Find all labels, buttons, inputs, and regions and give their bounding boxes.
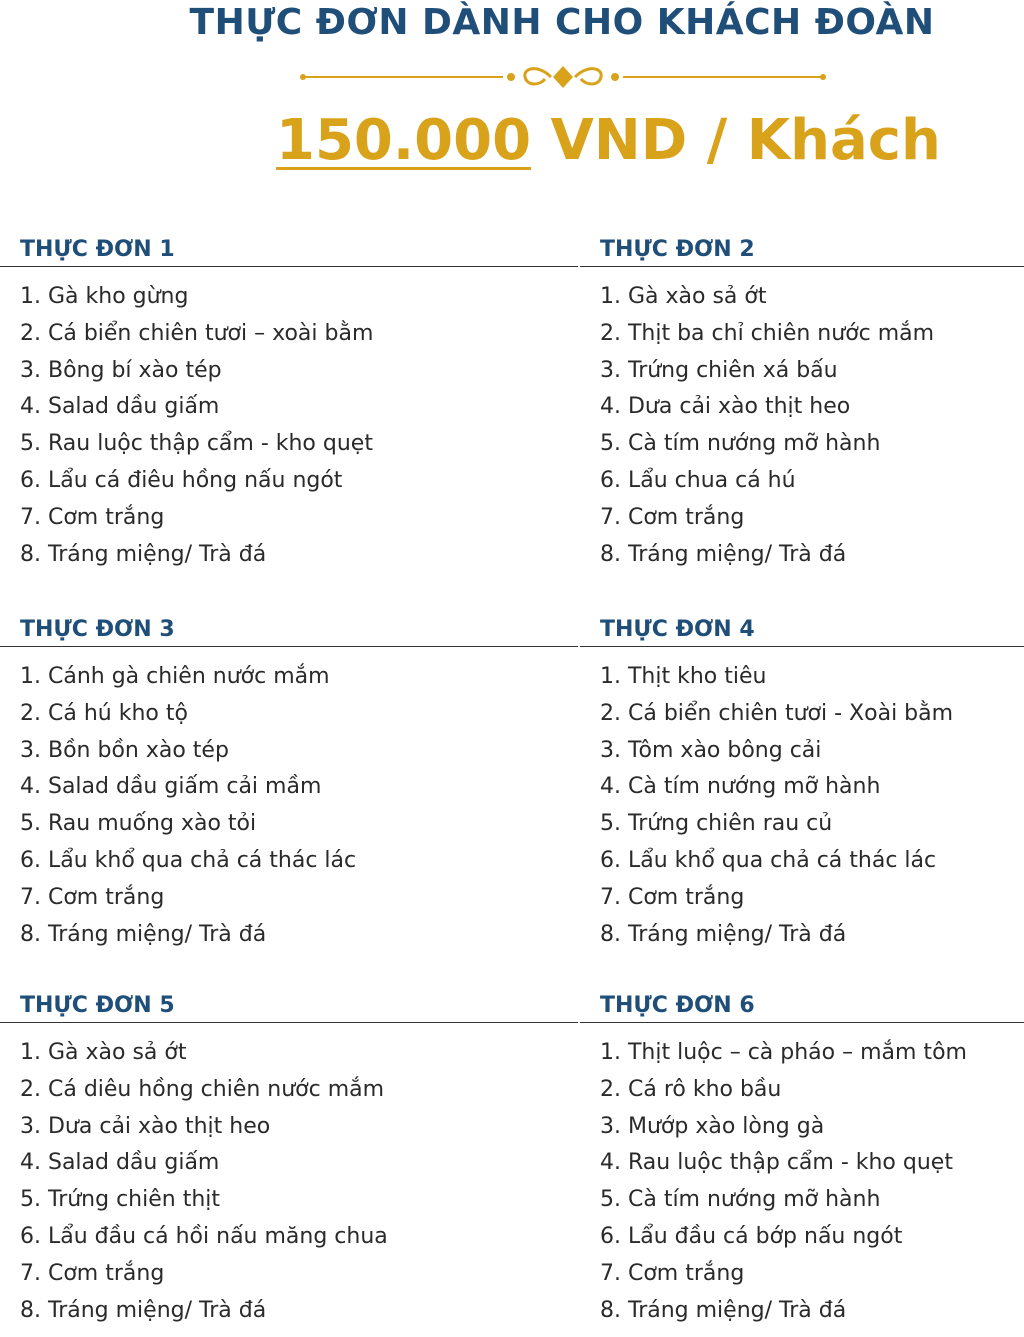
page-title: THỰC ĐƠN DÀNH CHO KHÁCH ĐOÀN [189,2,935,43]
menu-card-3 [0,614,578,953]
menu-item: 5. Cà tím nướng mỡ hành [600,1187,881,1213]
price-heading [276,108,941,173]
menu-item: 2. Cá diêu hồng chiên nước mắm [20,1076,385,1102]
menu-list [580,279,1024,573]
divider [580,266,1024,267]
menu-item: 8. Tráng miệng/ Trà đá [20,1297,267,1323]
menu-item: 3. Trứng chiên xá bấu [600,357,838,383]
menu-card-1 [0,234,578,573]
menu-item: 7. Cơm trắng [600,504,745,530]
menu-item: 3. Dưa cải xào thịt heo [20,1113,271,1139]
menu-item: 5. Cà tím nướng mỡ hành [600,431,881,457]
menu-item: 1. Gà kho gừng [20,284,189,309]
menu-item: 2. Thịt ba chỉ chiên nước mắm [600,320,935,346]
divider [580,646,1024,647]
menu-title: THỰC ĐƠN 2 [600,237,755,262]
menu-item: 7. Cơm trắng [20,884,165,910]
menu-item: 8. Tráng miệng/ Trà đá [20,921,267,947]
menu-item: 7. Cơm trắng [600,884,745,910]
menu-item: 8. Tráng miệng/ Trà đá [600,541,847,567]
menu-item: 1. Gà xào sả ớt [600,284,767,309]
menu-item: 7. Cơm trắng [600,1260,745,1286]
divider [580,1022,1024,1023]
menu-item: 8. Tráng miệng/ Trà đá [20,541,267,567]
menu-list [580,659,1024,953]
menu-item: 1. Gà xào sả ớt [20,1040,187,1065]
menu-item: 6. Lẩu chua cá hú [600,467,796,493]
menu-item: 4. Salad dầu giấm cải mầm [20,774,322,800]
gold-divider-ornament [283,62,843,92]
menu-item: 6. Lẩu đầu cá bớp nấu ngót [600,1223,903,1249]
menu-title: THỰC ĐƠN 6 [600,993,755,1018]
menu-item: 7. Cơm trắng [20,1260,165,1286]
menu-item: 5. Trứng chiên rau củ [600,811,833,837]
menu-item: 8. Tráng miệng/ Trà đá [600,1297,847,1323]
menu-item: 8. Tráng miệng/ Trà đá [600,921,847,947]
menu-card-6 [580,990,1024,1329]
menu-list [0,279,578,573]
menu-item: 5. Rau muống xào tỏi [20,811,257,837]
price-amount: 150.000 [276,108,532,173]
menu-title: THỰC ĐƠN 1 [20,237,175,262]
menu-item: 5. Rau luộc thập cẩm - kho quẹt [20,431,373,457]
menu-item: 4. Dưa cải xào thịt heo [600,394,851,420]
menu-title: THỰC ĐƠN 3 [20,617,175,642]
menu-list [0,659,578,953]
menu-list [0,1035,578,1329]
menu-item: 1. Thịt luộc – cà pháo – mắm tôm [600,1040,967,1065]
menu-item: 7. Cơm trắng [20,504,165,530]
menu-card-5 [0,990,578,1329]
menu-card-4 [580,614,1024,953]
menu-title: THỰC ĐƠN 4 [600,617,755,642]
menu-item: 6. Lẩu đầu cá hồi nấu măng chua [20,1223,388,1249]
menu-item: 6. Lẩu cá điêu hồng nấu ngót [20,467,343,493]
menu-item: 2. Cá biển chiên tươi – xoài bằm [20,320,374,346]
divider [0,1022,578,1023]
menu-card-2 [580,234,1024,573]
menu-item: 2. Cá rô kho bầu [600,1076,782,1102]
menu-list [580,1035,1024,1329]
menu-item: 2. Cá biển chiên tươi - Xoài bằm [600,700,954,726]
menu-title: THỰC ĐƠN 5 [20,993,175,1018]
menu-item: 4. Salad dầu giấm [20,394,220,420]
menu-item: 3. Mướp xào lòng gà [600,1113,825,1139]
menu-item: 4. Salad dầu giấm [20,1150,220,1176]
divider [0,266,578,267]
menu-item: 2. Cá hú kho tộ [20,700,188,726]
menu-item: 4. Cà tím nướng mỡ hành [600,774,881,800]
menu-item: 1. Thịt kho tiêu [600,664,767,689]
menu-item: 5. Trứng chiên thịt [20,1187,221,1213]
menu-item: 1. Cánh gà chiên nước mắm [20,664,330,689]
menu-item: 3. Tôm xào bông cải [600,737,822,763]
divider [0,646,578,647]
menu-item: 3. Bông bí xào tép [20,357,222,383]
menu-item: 6. Lẩu khổ qua chả cá thác lác [600,847,937,873]
price-unit: VND / Khách [531,108,941,173]
menu-item: 6. Lẩu khổ qua chả cá thác lác [20,847,357,873]
menu-item: 4. Rau luộc thập cẩm - kho quẹt [600,1150,953,1176]
menu-item: 3. Bồn bồn xào tép [20,737,229,763]
